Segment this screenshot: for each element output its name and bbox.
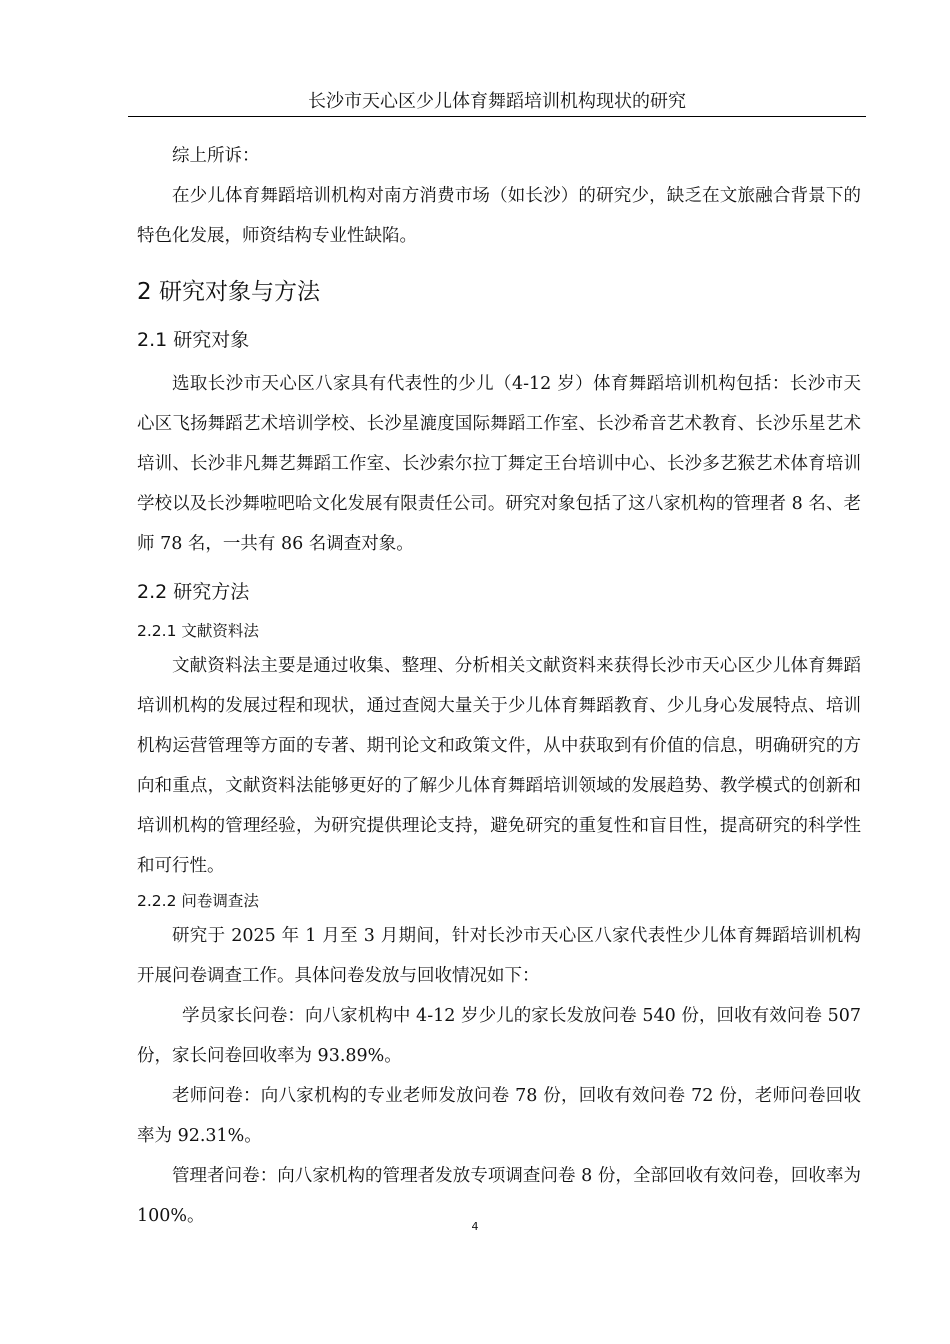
manager-questionnaire-paragraph: 管理者问卷：向八家机构的管理者发放专项调查问卷 8 份，全部回收有效问卷，回收率为 100%。	[137, 1166, 861, 1226]
section-2-heading: 2 研究对象与方法	[137, 279, 320, 305]
page-body	[137, 136, 861, 1236]
page-number: 4	[471, 1220, 479, 1233]
summary-intro: 综上所诉：	[172, 146, 260, 166]
summary-paragraph: 在少儿体育舞蹈培训机构对南方消费市场（如长沙）的研究少，缺乏在文旅融合背景下的特色化发展，师资结构专业性缺陷。	[137, 186, 861, 246]
section-2-2-1-heading: 2.2.1 文献资料法	[137, 622, 259, 640]
running-header: 长沙市天心区少儿体育舞蹈培训机构现状的研究	[128, 90, 866, 117]
section-2-2-2-heading: 2.2.2 问卷调查法	[137, 892, 259, 910]
section-2-1-heading: 2.1 研究对象	[137, 329, 250, 351]
literature-method-paragraph: 文献资料法主要是通过收集、整理、分析相关文献资料来获得长沙市天心区少儿体育舞蹈培训机构的发展过程和现状，通过查阅大量关于少儿体育舞蹈教育、少儿身心发展特点、培训机构运营管理等方面的专著、期刊论文和政策文件，从中获取到有价值的信息，明确研究的方向和重点，文献资料法能够更好的了解少儿体育舞蹈培训领域的发展趋势、教学模式的创新和培训机构的管理经验，为研究提供理论支持，避免研究的重复性和盲目性，提高研究的科学性和可行性。	[137, 656, 861, 876]
questionnaire-intro-paragraph: 研究于 2025 年 1 月至 3 月期间，针对长沙市天心区八家代表性少儿体育舞蹈培训机构开展问卷调查工作。具体问卷发放与回收情况如下：	[137, 926, 861, 986]
research-subjects-paragraph: 选取长沙市天心区八家具有代表性的少儿（4-12 岁）体育舞蹈培训机构包括：长沙市天心区飞扬舞蹈艺术培训学校、长沙星漉度国际舞蹈工作室、长沙希音艺术教育、长沙乐星艺术培训、长沙非凡舞艺舞蹈工作室、长沙索尔拉丁舞定王台培训中心、长沙多艺猴艺术体育培训学校以及长沙舞啦吧哈文化发展有限责任公司。研究对象包括了这八家机构的管理者 8 名、老师 78 名，一共有 86 名调查对象。	[137, 374, 861, 554]
parent-questionnaire-paragraph: 学员家长问卷：向八家机构中 4-12 岁少儿的家长发放问卷 540 份，回收有效问卷 507 份，家长问卷回收率为 93.89%。	[137, 1006, 861, 1066]
teacher-questionnaire-paragraph: 老师问卷：向八家机构的专业老师发放问卷 78 份，回收有效问卷 72 份，老师问卷回收率为 92.31%。	[137, 1086, 861, 1146]
section-2-2-heading: 2.2 研究方法	[137, 581, 250, 603]
